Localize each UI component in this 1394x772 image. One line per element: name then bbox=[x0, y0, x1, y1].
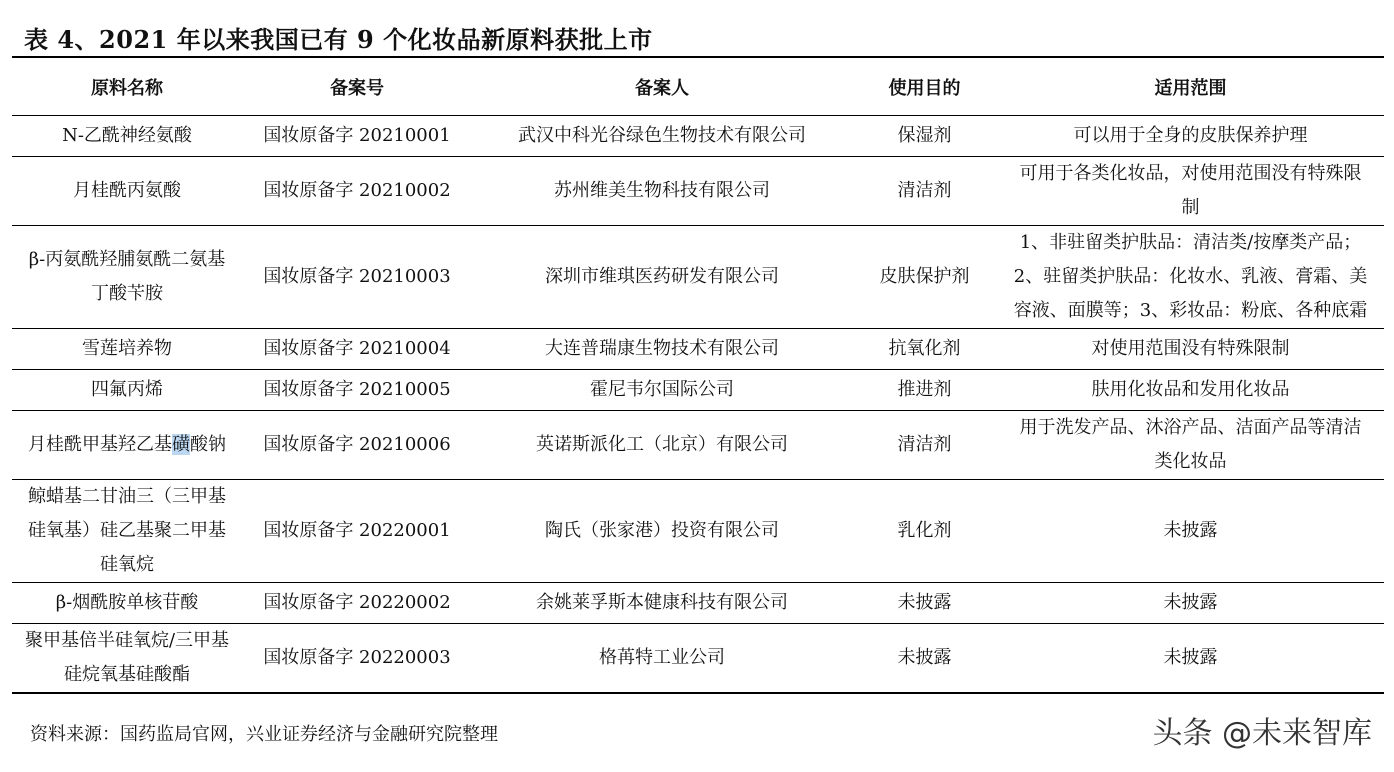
cell-name: β-丙氨酰羟脯氨酰二氨基丁酸苄胺 bbox=[12, 226, 242, 329]
cell-name: 四氟丙烯 bbox=[12, 370, 242, 411]
cell-name: 月桂酰丙氨酸 bbox=[12, 157, 242, 226]
cell-scope: 未披露 bbox=[997, 583, 1384, 624]
header-filer: 备案人 bbox=[635, 77, 689, 99]
cell-name: β-烟酰胺单核苷酸 bbox=[12, 583, 242, 624]
cell-scope: 未披露 bbox=[997, 480, 1384, 583]
cell-scope: 未披露 bbox=[997, 624, 1384, 694]
cell-code: 国妆原备字 20210002 bbox=[242, 157, 472, 226]
table-row bbox=[12, 624, 1384, 694]
cell-name: 聚甲基倍半硅氧烷/三甲基硅烷氧基硅酸酯 bbox=[12, 624, 242, 694]
cell-purpose: 乳化剂 bbox=[852, 480, 997, 583]
cell-name: N-乙酰神经氨酸 bbox=[12, 116, 242, 157]
cell-scope: 可以用于全身的皮肤保养护理 bbox=[997, 116, 1384, 157]
table-row bbox=[12, 157, 1384, 226]
cell-code: 国妆原备字 20210001 bbox=[242, 116, 472, 157]
cell-purpose: 皮肤保护剂 bbox=[852, 226, 997, 329]
cell-code: 国妆原备字 20210003 bbox=[242, 226, 472, 329]
cell-scope: 可用于各类化妆品，对使用范围没有特殊限制 bbox=[997, 157, 1384, 226]
cell-scope: 1、非驻留类护肤品：清洁类/按摩类产品；2、驻留类护肤品：化妆水、乳液、膏霜、美容液、面膜等；3、彩妆品：粉底、各种底霜 bbox=[997, 226, 1384, 329]
cell-purpose: 保湿剂 bbox=[852, 116, 997, 157]
table-title: 表 4、2021 年以来我国已有 9 个化妆品新原料获批上市 bbox=[24, 25, 653, 54]
cell-scope: 用于洗发产品、沐浴产品、洁面产品等清洁类化妆品 bbox=[997, 411, 1384, 480]
cell-filer: 武汉中科光谷绿色生物技术有限公司 bbox=[472, 116, 852, 157]
cell-filer: 余姚莱孚斯本健康科技有限公司 bbox=[472, 583, 852, 624]
cell-purpose: 未披露 bbox=[852, 583, 997, 624]
cell-purpose: 清洁剂 bbox=[852, 157, 997, 226]
cell-code: 国妆原备字 20220001 bbox=[242, 480, 472, 583]
cell-filer: 陶氏（张家港）投资有限公司 bbox=[472, 480, 852, 583]
cell-name-part: 酸钠 bbox=[190, 434, 226, 455]
cell-filer: 苏州维美生物科技有限公司 bbox=[472, 157, 852, 226]
cell-name: 雪莲培养物 bbox=[12, 329, 242, 370]
cell-code: 国妆原备字 20210006 bbox=[242, 411, 472, 480]
cell-scope: 肤用化妆品和发用化妆品 bbox=[997, 370, 1384, 411]
table-row bbox=[12, 329, 1384, 370]
cell-filer: 英诺斯派化工（北京）有限公司 bbox=[472, 411, 852, 480]
table-row bbox=[12, 411, 1384, 480]
cell-scope: 对使用范围没有特殊限制 bbox=[997, 329, 1384, 370]
materials-table bbox=[12, 56, 1384, 694]
cell-code: 国妆原备字 20210005 bbox=[242, 370, 472, 411]
watermark: 头条 @未来智库 bbox=[1152, 716, 1372, 751]
table-header-row bbox=[12, 57, 1384, 116]
cell-filer: 深圳市维琪医药研发有限公司 bbox=[472, 226, 852, 329]
cell-filer: 大连普瑞康生物技术有限公司 bbox=[472, 329, 852, 370]
table-row bbox=[12, 116, 1384, 157]
source-note: 资料来源：国药监局官网，兴业证券经济与金融研究院整理 bbox=[30, 724, 498, 745]
cell-filer: 霍尼韦尔国际公司 bbox=[472, 370, 852, 411]
cell-purpose: 清洁剂 bbox=[852, 411, 997, 480]
table-row bbox=[12, 226, 1384, 329]
header-purpose: 使用目的 bbox=[888, 77, 961, 99]
header-code: 备案号 bbox=[330, 77, 384, 99]
table-row bbox=[12, 370, 1384, 411]
table-row bbox=[12, 480, 1384, 583]
cell-filer: 格苒特工业公司 bbox=[472, 624, 852, 694]
cell-name-part: 月桂酰甲基羟乙基 bbox=[28, 434, 172, 455]
cell-purpose: 推进剂 bbox=[852, 370, 997, 411]
cell-purpose: 抗氧化剂 bbox=[852, 329, 997, 370]
cell-code: 国妆原备字 20220002 bbox=[242, 583, 472, 624]
header-scope: 适用范围 bbox=[1154, 77, 1227, 99]
highlighted-character: 磺 bbox=[172, 434, 190, 455]
cell-name bbox=[12, 411, 242, 480]
cell-name: 鲸蜡基二甘油三（三甲基硅氧基）硅乙基聚二甲基硅氧烷 bbox=[12, 480, 242, 583]
cell-code: 国妆原备字 20220003 bbox=[242, 624, 472, 694]
table-row bbox=[12, 583, 1384, 624]
header-name: 原料名称 bbox=[91, 77, 163, 99]
materials-table-container bbox=[12, 56, 1384, 694]
cell-purpose: 未披露 bbox=[852, 624, 997, 694]
cell-code: 国妆原备字 20210004 bbox=[242, 329, 472, 370]
